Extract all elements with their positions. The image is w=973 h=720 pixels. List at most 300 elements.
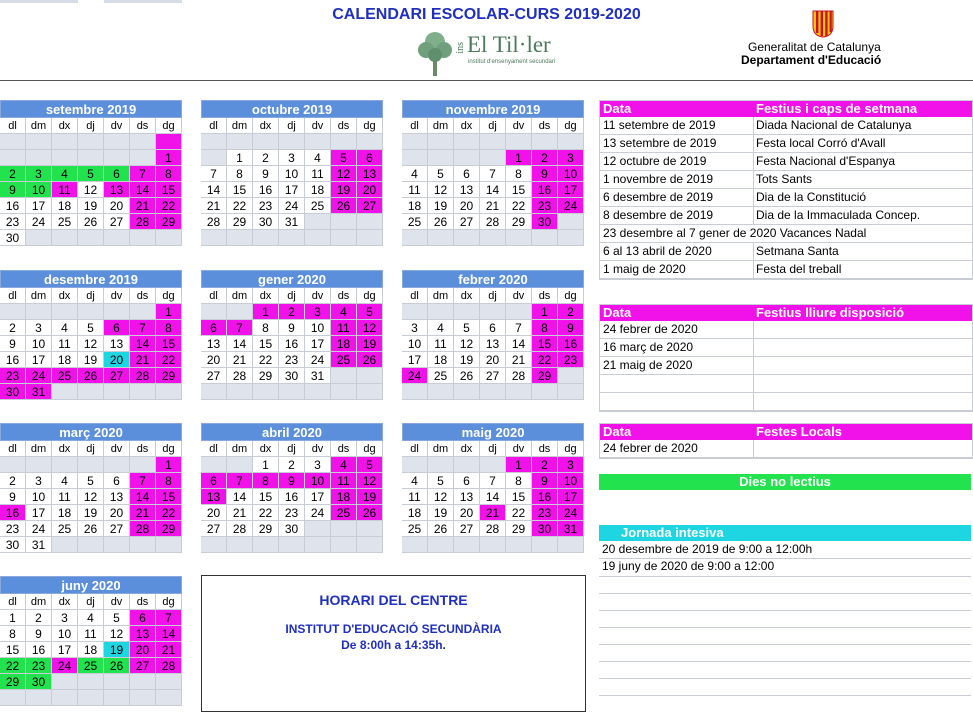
empty-day-cell — [506, 384, 532, 400]
day-cell: 20 — [201, 505, 227, 521]
day-cell: 15 — [532, 336, 558, 352]
month-grid — [201, 441, 383, 553]
empty-day-cell — [130, 150, 156, 166]
day-cell: 29 — [253, 368, 279, 384]
day-cell: 16 — [279, 336, 305, 352]
weekday-header: dg — [156, 118, 182, 134]
day-cell: 28 — [130, 368, 156, 384]
day-cell: 24 — [402, 368, 428, 384]
day-cell: 5 — [104, 610, 130, 626]
empty-day-cell — [201, 384, 227, 400]
empty-day-cell — [0, 150, 26, 166]
month-grid — [0, 441, 182, 553]
row-date: 11 setembre de 2019 — [603, 118, 716, 132]
weekday-header: dj — [480, 118, 506, 134]
day-cell: 7 — [130, 320, 156, 336]
day-cell: 8 — [227, 166, 253, 182]
school-prefix: ins — [455, 42, 466, 54]
empty-day-cell — [130, 134, 156, 150]
day-cell: 26 — [78, 521, 104, 537]
day-cell: 6 — [104, 166, 130, 182]
empty-day-cell — [227, 134, 253, 150]
day-cell: 15 — [227, 182, 253, 198]
day-cell: 10 — [402, 336, 428, 352]
day-cell: 15 — [156, 182, 182, 198]
weekday-header: dj — [78, 288, 104, 304]
day-cell: 4 — [331, 304, 357, 320]
row-divider — [599, 678, 971, 679]
day-cell: 14 — [130, 182, 156, 198]
day-cell: 3 — [558, 457, 584, 473]
empty-day-cell — [357, 134, 383, 150]
row-date: 24 febrer de 2020 — [603, 322, 698, 336]
empty-day-cell — [558, 214, 584, 230]
day-cell: 16 — [532, 489, 558, 505]
day-cell: 29 — [506, 521, 532, 537]
month-grid — [402, 441, 584, 553]
day-cell: 16 — [0, 505, 26, 521]
day-cell: 2 — [532, 457, 558, 473]
empty-day-cell — [26, 230, 52, 246]
day-cell: 8 — [0, 626, 26, 642]
weekday-header: dx — [253, 441, 279, 457]
day-cell: 14 — [130, 489, 156, 505]
empty-day-cell — [104, 134, 130, 150]
local-holidays-col-desc: Festes Locals — [756, 424, 842, 439]
day-cell: 18 — [402, 505, 428, 521]
weekday-header: dm — [26, 441, 52, 457]
day-cell: 2 — [0, 320, 26, 336]
empty-day-cell — [52, 457, 78, 473]
day-cell: 19 — [78, 198, 104, 214]
empty-day-cell — [78, 537, 104, 553]
empty-day-cell — [201, 537, 227, 553]
day-cell: 6 — [357, 150, 383, 166]
day-cell: 22 — [227, 198, 253, 214]
empty-day-cell — [253, 230, 279, 246]
day-cell: 7 — [156, 610, 182, 626]
tree-icon — [415, 28, 455, 78]
empty-day-cell — [428, 230, 454, 246]
day-cell: 10 — [26, 489, 52, 505]
day-cell: 19 — [78, 352, 104, 368]
empty-day-cell — [104, 674, 130, 690]
day-cell: 24 — [52, 658, 78, 674]
day-cell: 18 — [331, 489, 357, 505]
weekday-header: dm — [26, 288, 52, 304]
schedule-title: HORARI DEL CENTRE — [319, 592, 468, 608]
row-divider — [599, 695, 971, 696]
empty-day-cell — [357, 368, 383, 384]
weekday-header: dl — [201, 118, 227, 134]
empty-day-cell — [331, 214, 357, 230]
empty-day-cell — [156, 537, 182, 553]
weekday-header: ds — [130, 118, 156, 134]
empty-day-cell — [0, 134, 26, 150]
empty-day-cell — [104, 537, 130, 553]
day-cell: 9 — [26, 626, 52, 642]
empty-day-cell — [0, 457, 26, 473]
day-cell: 9 — [0, 489, 26, 505]
day-cell: 17 — [279, 182, 305, 198]
day-cell: 13 — [104, 182, 130, 198]
day-cell: 21 — [480, 198, 506, 214]
weekday-header: dv — [104, 118, 130, 134]
empty-day-cell — [253, 537, 279, 553]
day-cell: 6 — [480, 320, 506, 336]
day-cell: 25 — [52, 368, 78, 384]
empty-day-cell — [305, 214, 331, 230]
weekday-header: dj — [78, 118, 104, 134]
day-cell: 14 — [156, 626, 182, 642]
cell-divider — [753, 117, 754, 134]
day-cell: 29 — [156, 521, 182, 537]
empty-day-cell — [558, 368, 584, 384]
day-cell: 25 — [52, 214, 78, 230]
empty-day-cell — [78, 690, 104, 706]
day-cell: 14 — [201, 182, 227, 198]
holidays-header — [600, 101, 972, 117]
empty-day-cell — [201, 230, 227, 246]
empty-day-cell — [357, 214, 383, 230]
day-cell: 28 — [227, 521, 253, 537]
empty-day-cell — [279, 134, 305, 150]
day-cell: 23 — [0, 368, 26, 384]
weekday-header: ds — [532, 288, 558, 304]
table-row — [600, 339, 972, 357]
day-cell: 25 — [402, 521, 428, 537]
day-cell: 28 — [480, 521, 506, 537]
day-cell: 9 — [532, 166, 558, 182]
local-holidays-table — [599, 423, 973, 459]
weekday-header: dx — [454, 441, 480, 457]
month-calendar — [0, 576, 182, 706]
row-divider — [599, 576, 971, 577]
day-cell: 20 — [104, 352, 130, 368]
empty-day-cell — [227, 384, 253, 400]
weekday-header: dj — [279, 118, 305, 134]
day-cell: 8 — [506, 473, 532, 489]
gov-department: Departament d'Educació — [741, 53, 882, 67]
day-cell: 12 — [428, 489, 454, 505]
day-cell: 25 — [331, 352, 357, 368]
day-cell: 9 — [279, 320, 305, 336]
day-cell: 21 — [201, 198, 227, 214]
row-description: Dia de la Immaculada Concep. — [756, 208, 921, 222]
weekday-header: dx — [454, 118, 480, 134]
day-cell: 16 — [0, 352, 26, 368]
day-cell: 24 — [279, 198, 305, 214]
cell-divider — [753, 357, 754, 374]
day-cell: 3 — [279, 150, 305, 166]
day-cell: 13 — [130, 626, 156, 642]
day-cell: 3 — [305, 304, 331, 320]
empty-day-cell — [454, 230, 480, 246]
weekday-header: dl — [402, 288, 428, 304]
day-cell: 12 — [428, 182, 454, 198]
day-cell: 12 — [331, 166, 357, 182]
day-cell: 10 — [279, 166, 305, 182]
day-cell: 2 — [0, 166, 26, 182]
empty-day-cell — [227, 304, 253, 320]
empty-day-cell — [331, 521, 357, 537]
day-cell: 18 — [52, 198, 78, 214]
day-cell: 27 — [104, 368, 130, 384]
day-cell: 27 — [104, 214, 130, 230]
day-cell: 26 — [357, 352, 383, 368]
day-cell: 31 — [26, 384, 52, 400]
day-cell: 5 — [78, 320, 104, 336]
weekday-header: dj — [78, 594, 104, 610]
empty-day-cell — [78, 674, 104, 690]
weekday-header: dx — [52, 118, 78, 134]
day-cell: 15 — [0, 642, 26, 658]
empty-day-cell — [402, 384, 428, 400]
weekday-header: ds — [130, 594, 156, 610]
day-cell: 17 — [26, 505, 52, 521]
month-title: juny 2020 — [0, 576, 182, 594]
table-row — [600, 153, 972, 171]
day-cell: 14 — [227, 489, 253, 505]
empty-day-cell — [52, 150, 78, 166]
row-date: 6 al 13 abril de 2020 — [603, 244, 712, 258]
weekday-header: dv — [104, 594, 130, 610]
row-date: 24 febrer de 2020 — [603, 441, 698, 455]
day-cell: 10 — [52, 626, 78, 642]
day-cell: 19 — [357, 336, 383, 352]
day-cell: 3 — [402, 320, 428, 336]
day-cell: 18 — [52, 505, 78, 521]
row-date: 21 maig de 2020 — [603, 358, 693, 372]
day-cell: 13 — [104, 489, 130, 505]
table-row — [600, 243, 972, 261]
row-date: 16 març de 2020 — [603, 340, 694, 354]
day-cell: 8 — [156, 473, 182, 489]
day-cell: 30 — [279, 368, 305, 384]
month-title: octubre 2019 — [201, 100, 383, 118]
day-cell: 23 — [279, 352, 305, 368]
day-cell: 4 — [52, 473, 78, 489]
table-row — [600, 375, 972, 393]
cell-divider — [753, 393, 754, 410]
day-cell: 23 — [0, 521, 26, 537]
empty-day-cell — [279, 384, 305, 400]
month-title: setembre 2019 — [0, 100, 182, 118]
day-cell: 13 — [454, 489, 480, 505]
day-cell: 25 — [52, 521, 78, 537]
school-name: El Til·ler — [467, 32, 551, 57]
empty-day-cell — [480, 150, 506, 166]
empty-day-cell — [104, 384, 130, 400]
day-cell: 1 — [506, 457, 532, 473]
empty-day-cell — [78, 457, 104, 473]
weekday-header: dj — [78, 441, 104, 457]
row-date: 1 novembre de 2019 — [603, 172, 714, 186]
empty-day-cell — [253, 134, 279, 150]
month-grid — [402, 118, 584, 246]
weekday-header: dl — [0, 118, 26, 134]
day-cell: 6 — [104, 320, 130, 336]
day-cell: 23 — [532, 198, 558, 214]
day-cell: 12 — [78, 489, 104, 505]
month-grid — [201, 118, 383, 246]
day-cell: 10 — [26, 336, 52, 352]
day-cell: 19 — [104, 642, 130, 658]
empty-day-cell — [130, 457, 156, 473]
weekday-header: ds — [130, 288, 156, 304]
day-cell: 6 — [104, 473, 130, 489]
weekday-header: dx — [253, 288, 279, 304]
empty-day-cell — [52, 537, 78, 553]
day-cell: 29 — [0, 674, 26, 690]
empty-day-cell — [130, 674, 156, 690]
local-holidays-col-date: Data — [603, 424, 632, 439]
weekday-header: dj — [480, 441, 506, 457]
day-cell: 20 — [454, 198, 480, 214]
day-cell: 4 — [402, 166, 428, 182]
day-cell: 7 — [480, 473, 506, 489]
weekday-header: dl — [201, 288, 227, 304]
month-grid — [0, 118, 182, 246]
row-date: 13 setembre de 2019 — [603, 136, 717, 150]
empty-day-cell — [506, 537, 532, 553]
weekday-header: dm — [428, 288, 454, 304]
empty-day-cell — [130, 304, 156, 320]
day-cell: 31 — [26, 537, 52, 553]
day-cell: 14 — [227, 336, 253, 352]
table-row — [600, 225, 972, 243]
row-divider — [599, 610, 971, 611]
day-cell: 9 — [279, 473, 305, 489]
weekday-header: ds — [331, 441, 357, 457]
weekday-header: dj — [279, 288, 305, 304]
school-logo — [415, 28, 565, 78]
day-cell: 11 — [52, 182, 78, 198]
month-calendar — [402, 270, 584, 400]
day-cell: 29 — [506, 214, 532, 230]
empty-day-cell — [156, 230, 182, 246]
weekday-header: dg — [357, 118, 383, 134]
day-cell: 27 — [201, 368, 227, 384]
day-cell: 12 — [357, 473, 383, 489]
weekday-header: dg — [357, 288, 383, 304]
day-cell: 10 — [26, 182, 52, 198]
empty-day-cell — [78, 134, 104, 150]
day-cell: 4 — [305, 150, 331, 166]
day-cell: 26 — [331, 198, 357, 214]
day-cell: 30 — [26, 674, 52, 690]
month-calendar — [0, 100, 182, 246]
day-cell: 20 — [104, 198, 130, 214]
day-cell: 24 — [26, 368, 52, 384]
empty-day-cell — [52, 690, 78, 706]
row-description: Diada Nacional de Catalunya — [756, 118, 912, 132]
day-cell: 25 — [331, 505, 357, 521]
empty-day-cell — [331, 134, 357, 150]
day-cell: 20 — [201, 352, 227, 368]
month-title: desembre 2019 — [0, 270, 182, 288]
day-cell: 11 — [305, 166, 331, 182]
weekday-header: dl — [402, 441, 428, 457]
day-cell: 11 — [52, 489, 78, 505]
day-cell: 7 — [130, 166, 156, 182]
empty-day-cell — [104, 304, 130, 320]
weekday-header: dv — [506, 118, 532, 134]
day-cell: 6 — [130, 610, 156, 626]
empty-day-cell — [104, 230, 130, 246]
empty-day-cell — [78, 384, 104, 400]
free-days-col-desc: Festius lliure disposició — [756, 305, 905, 320]
month-title: març 2020 — [0, 423, 182, 441]
cell-divider — [753, 321, 754, 338]
day-cell: 22 — [506, 505, 532, 521]
empty-day-cell — [532, 134, 558, 150]
row-description: Festa local Corró d'Avall — [756, 136, 886, 150]
day-cell: 1 — [0, 610, 26, 626]
day-cell: 20 — [480, 352, 506, 368]
weekday-header: dm — [428, 441, 454, 457]
day-cell: 11 — [428, 336, 454, 352]
month-title: novembre 2019 — [402, 100, 584, 118]
generalitat-logo — [812, 10, 834, 43]
row-date: 1 maig de 2020 — [603, 262, 686, 276]
weekday-header: dg — [156, 288, 182, 304]
empty-day-cell — [357, 521, 383, 537]
day-cell: 23 — [558, 352, 584, 368]
day-cell: 5 — [78, 473, 104, 489]
day-cell: 25 — [305, 198, 331, 214]
table-row — [600, 261, 972, 279]
day-cell: 18 — [428, 352, 454, 368]
day-cell: 21 — [480, 505, 506, 521]
empty-day-cell — [78, 230, 104, 246]
day-cell: 19 — [454, 352, 480, 368]
day-cell: 15 — [506, 182, 532, 198]
day-cell: 1 — [156, 304, 182, 320]
empty-day-cell — [506, 230, 532, 246]
empty-day-cell — [331, 230, 357, 246]
day-cell: 19 — [428, 505, 454, 521]
day-cell: 7 — [506, 320, 532, 336]
day-cell: 27 — [357, 198, 383, 214]
empty-day-cell — [558, 230, 584, 246]
empty-day-cell — [402, 457, 428, 473]
no-school-days-bar: Dies no lectius — [599, 474, 971, 490]
day-cell: 4 — [78, 610, 104, 626]
day-cell: 7 — [227, 473, 253, 489]
weekday-header: ds — [532, 441, 558, 457]
month-calendar — [402, 423, 584, 553]
row-date: 12 octubre de 2019 — [603, 154, 707, 168]
month-calendar — [201, 423, 383, 553]
day-cell: 13 — [201, 489, 227, 505]
empty-day-cell — [0, 304, 26, 320]
weekday-header: dj — [480, 288, 506, 304]
day-cell: 5 — [428, 473, 454, 489]
day-cell: 24 — [26, 214, 52, 230]
empty-day-cell — [331, 537, 357, 553]
empty-day-cell — [558, 384, 584, 400]
weekday-header: dg — [357, 441, 383, 457]
day-cell: 1 — [532, 304, 558, 320]
day-cell: 20 — [357, 182, 383, 198]
day-cell: 7 — [480, 166, 506, 182]
weekday-header: dm — [428, 118, 454, 134]
day-cell: 1 — [156, 150, 182, 166]
weekday-header: dx — [454, 288, 480, 304]
weekday-header: dl — [402, 118, 428, 134]
empty-day-cell — [201, 150, 227, 166]
